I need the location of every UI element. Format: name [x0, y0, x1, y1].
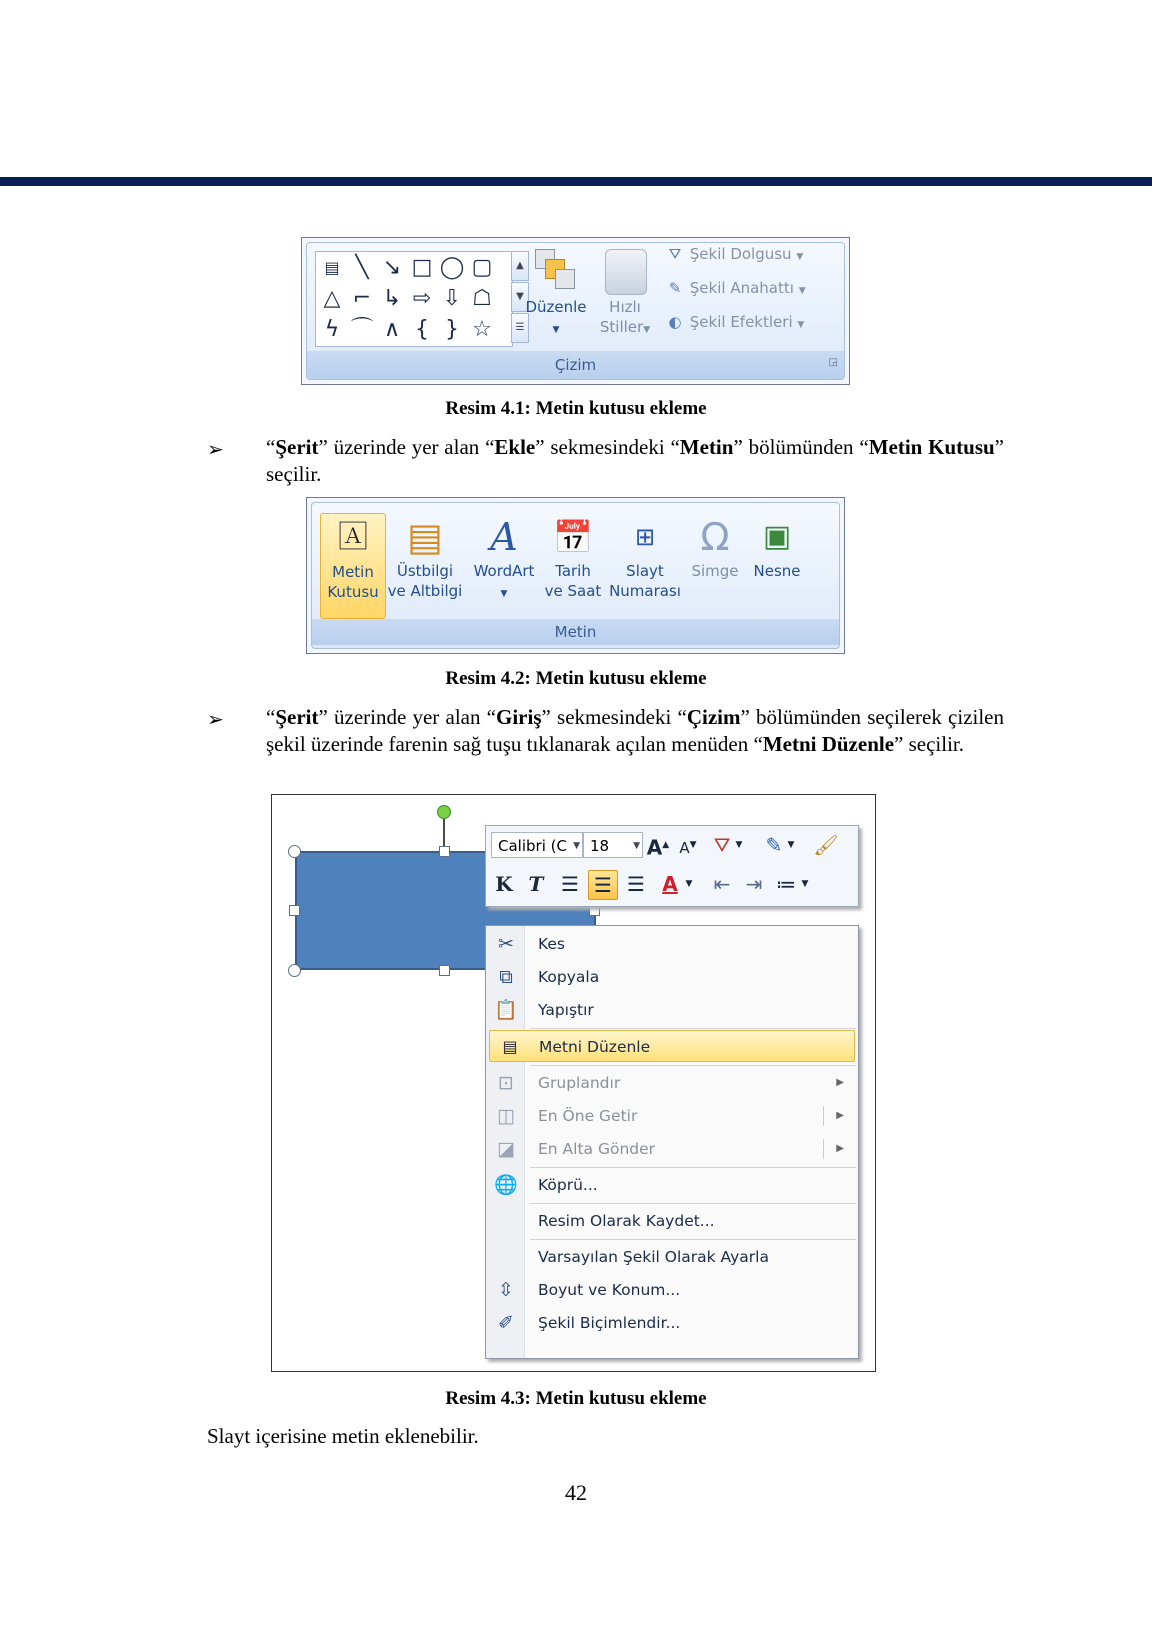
right-arrow-shape-icon[interactable]: ⇨: [412, 286, 432, 311]
text-run: ” sekmesindeki “: [541, 705, 687, 729]
menu-item-paste[interactable]: [486, 994, 858, 1026]
menu-separator: [530, 1203, 856, 1204]
textbox-shape-icon[interactable]: ▤: [324, 258, 340, 277]
gallery-more-button[interactable]: ☰: [511, 313, 529, 343]
menu-item-label: Köprü...: [538, 1176, 598, 1194]
chevron-down-icon[interactable]: ▼: [685, 879, 693, 889]
submenu-arrow-icon: ▶: [836, 1110, 844, 1121]
submenu-arrow-icon: ▶: [836, 1143, 844, 1154]
text-run: ” seçilir.: [894, 732, 965, 756]
down-arrow-shape-icon[interactable]: ⇩: [442, 286, 462, 311]
menu-item-cut[interactable]: [486, 928, 858, 960]
menu-separator: [530, 1028, 856, 1029]
menu-item-set-default-shape[interactable]: [486, 1241, 858, 1273]
chevron-down-icon: ▼: [797, 320, 805, 330]
drawing-ribbon: [301, 237, 850, 385]
term-serit: Şerit: [275, 435, 319, 459]
chevron-down-icon: ▼: [796, 252, 804, 262]
shape-fill-button[interactable]: [665, 245, 803, 263]
outline-color-icon[interactable]: ✎: [765, 833, 783, 857]
curve-shape-icon[interactable]: ∧: [383, 317, 401, 342]
menu-separator: [530, 1065, 856, 1066]
menu-item-label: Yapıştır: [538, 1001, 594, 1019]
header-footer-button[interactable]: [384, 513, 466, 617]
oval-shape-icon[interactable]: ◯: [439, 255, 465, 280]
menu-item-label: Metni Düzenle: [539, 1038, 651, 1056]
chevron-down-icon[interactable]: ▼: [801, 879, 809, 889]
fill-color-icon[interactable]: ⛛: [713, 833, 731, 857]
font-name-value: Calibri (C: [498, 837, 567, 855]
styles-label: Stiller: [599, 318, 644, 336]
text-run: ” bölümünden “: [733, 435, 869, 459]
menu-item-label: Varsayılan Şekil Olarak Ayarla: [538, 1248, 769, 1266]
page-number: 42: [565, 1480, 587, 1505]
split-divider: [823, 1139, 824, 1159]
dialog-launcher-icon[interactable]: ◲: [828, 357, 838, 368]
omega-icon: Ω: [700, 515, 730, 559]
textbox-label: Metin Kutusu: [327, 563, 379, 601]
symbol-button[interactable]: [686, 513, 744, 617]
effects-icon: ◐: [668, 313, 682, 331]
closing-sentence: Slayt içerisine metin eklenebilir.: [207, 1424, 479, 1448]
grow-font-icon[interactable]: A▲: [646, 835, 670, 860]
arc-shape-icon[interactable]: ⌒: [350, 317, 373, 342]
object-icon: ▣: [762, 519, 792, 554]
resize-handle-bottom-left[interactable]: [288, 964, 301, 977]
slide-number-button[interactable]: [606, 513, 684, 617]
menu-item-label: Kopyala: [538, 968, 600, 986]
menu-item-label: Resim Olarak Kaydet...: [538, 1212, 715, 1230]
text-group-text: Metin: [554, 623, 597, 641]
menu-item-hyperlink[interactable]: [486, 1169, 858, 1201]
resize-handle-left[interactable]: [289, 905, 300, 916]
menu-item-edit-text[interactable]: [489, 1030, 855, 1062]
arrange-icon: [535, 249, 575, 289]
term-metin: Metin: [679, 435, 734, 459]
send-back-icon: ◪: [497, 1138, 515, 1160]
bullet-marker: ➢: [207, 709, 224, 731]
wordart-icon: A: [490, 515, 518, 559]
arrange-label: Düzenle: [525, 298, 587, 316]
bullet-marker: ➢: [207, 439, 224, 461]
term-ekle: Ekle: [494, 435, 536, 459]
bullet-2-text: [266, 704, 1004, 758]
textbox-icon: 🄰: [338, 520, 368, 555]
shape-effects-button[interactable]: [665, 313, 804, 331]
menu-item-save-as-picture[interactable]: [486, 1205, 858, 1237]
header-rule: [0, 177, 1152, 186]
menu-item-label: En Öne Getir: [538, 1107, 638, 1125]
menu-item-send-to-back[interactable]: [486, 1133, 858, 1165]
text-run: ” seçilir.: [266, 435, 1004, 486]
scribble-shape-icon[interactable]: ϟ: [324, 317, 340, 342]
bring-front-icon: ◫: [497, 1105, 515, 1127]
shape-fill-label: Şekil Dolgusu: [689, 245, 792, 263]
shape-outline-label: Şekil Anahattı: [689, 279, 794, 297]
figure-3-caption: Resim 4.3: Metin kutusu ekleme: [445, 1388, 707, 1409]
text-ribbon: [306, 497, 845, 654]
header-footer-label: Üstbilgi ve Altbilgi: [387, 562, 463, 600]
menu-item-label: Boyut ve Konum...: [538, 1281, 681, 1299]
align-center-icon[interactable]: ☰: [588, 870, 618, 900]
slide-number-icon: ⊞: [634, 523, 656, 551]
chevron-down-icon: ▼: [500, 589, 508, 599]
text-run: ” bölümünden seçilerek çizilen şekil üzerinde farenin sağ tuşu tıklanarak açılan menüden “: [266, 705, 1004, 756]
bullets-icon[interactable]: ≔: [776, 872, 796, 896]
format-painter-icon[interactable]: 🖌: [813, 833, 839, 857]
chevron-down-icon: ▼: [633, 841, 640, 851]
scissors-icon: ✂: [498, 933, 514, 955]
align-left-icon[interactable]: ☰: [561, 872, 579, 896]
shape-effects-label: Şekil Efektleri: [689, 313, 793, 331]
menu-item-bring-to-front[interactable]: [486, 1100, 858, 1132]
globe-link-icon: 🌐: [494, 1174, 518, 1196]
chevron-down-icon: ▼: [798, 286, 806, 296]
menu-item-label: Kes: [538, 935, 566, 953]
chevron-down-icon: ▼: [573, 841, 580, 851]
menu-item-format-shape[interactable]: [486, 1307, 858, 1339]
wordart-label: WordArt ▼: [473, 562, 535, 599]
font-color-icon[interactable]: A: [662, 872, 678, 896]
gallery-scroll-up[interactable]: ▲: [511, 251, 529, 281]
chevron-down-icon: ▼: [643, 325, 651, 335]
quote: “: [266, 705, 276, 729]
wordart-button[interactable]: [468, 513, 540, 617]
drawing-group-label: [307, 351, 844, 379]
term-serit: Şerit: [275, 705, 319, 729]
menu-item-label: Gruplandır: [538, 1074, 621, 1092]
bullet-1-text: [266, 434, 1004, 488]
arrow-line-shape-icon[interactable]: ↘: [382, 255, 402, 280]
decrease-indent-icon[interactable]: ⇤: [713, 872, 731, 896]
text-group-label: [312, 619, 839, 645]
left-brace-shape-icon[interactable]: {: [415, 317, 429, 342]
term-giris: Giriş: [496, 705, 542, 729]
shrink-font-icon[interactable]: A▼: [679, 839, 697, 857]
text-run: ” üzerinde yer alan “: [318, 435, 495, 459]
mini-toolbar: [485, 825, 859, 907]
quote: “: [266, 435, 276, 459]
resize-handle-top[interactable]: [439, 846, 450, 857]
rectangle-shape-icon[interactable]: □: [411, 255, 433, 280]
arrange-button[interactable]: [521, 297, 591, 340]
resize-handle-top-left[interactable]: [288, 845, 301, 858]
edit-text-icon: ▤: [502, 1037, 518, 1056]
object-label: Nesne: [753, 562, 801, 580]
copy-icon: ⧉: [499, 966, 513, 988]
quick-label: Hızlı: [609, 298, 641, 316]
triangle-shape-icon[interactable]: △: [323, 286, 341, 311]
gallery-scroll-down[interactable]: ▼: [511, 282, 529, 312]
submenu-arrow-icon: ▶: [836, 1077, 844, 1088]
quick-styles-icon: [605, 249, 647, 295]
increase-indent-icon[interactable]: ⇥: [745, 872, 763, 896]
size-position-icon: ⇳: [498, 1279, 514, 1301]
elbow-connector-icon[interactable]: ⌐: [352, 286, 372, 311]
header-footer-icon: ▤: [407, 515, 443, 559]
menu-separator: [530, 1239, 856, 1240]
term-metni-duzenle: Metni Düzenle: [762, 732, 895, 756]
shapes-gallery[interactable]: [315, 251, 513, 347]
rounded-rect-shape-icon[interactable]: ▢: [471, 255, 493, 280]
freeform-shape-icon[interactable]: ☖: [472, 286, 492, 311]
shape-outline-button[interactable]: [665, 279, 806, 297]
italic-icon[interactable]: T: [528, 872, 544, 896]
date-time-label: Tarih ve Saat: [544, 562, 602, 600]
format-shape-icon: ✐: [498, 1312, 514, 1334]
slide-number-label: Slayt Numarası: [609, 562, 681, 600]
font-size-value: 18: [590, 837, 610, 855]
bold-icon[interactable]: K: [495, 872, 513, 896]
calendar-icon: 📅: [553, 518, 593, 556]
chevron-down-icon: ▼: [552, 325, 560, 335]
figure-2-caption: Resim 4.2: Metin kutusu ekleme: [445, 668, 707, 689]
term-metin-kutusu: Metin Kutusu: [868, 435, 995, 459]
resize-handle-bottom[interactable]: [439, 965, 450, 976]
font-name-combo[interactable]: [491, 832, 583, 858]
drawing-group-text: Çizim: [554, 356, 597, 374]
text-run: ” üzerinde yer alan “: [318, 705, 496, 729]
text-run: ” sekmesindeki “: [535, 435, 680, 459]
right-brace-shape-icon[interactable]: }: [445, 317, 459, 342]
menu-separator: [530, 1167, 856, 1168]
chevron-down-icon[interactable]: ▼: [735, 840, 743, 850]
symbol-label: Simge: [691, 562, 739, 580]
quick-styles-button[interactable]: [589, 297, 661, 340]
pencil-icon: ✎: [668, 279, 682, 297]
menu-item-label: Şekil Biçimlendir...: [538, 1314, 681, 1332]
paint-bucket-icon: ⛛: [668, 245, 682, 263]
split-divider: [823, 1106, 824, 1126]
align-right-icon[interactable]: ☰: [627, 872, 645, 896]
context-menu: [485, 925, 859, 1359]
star-shape-icon[interactable]: ☆: [472, 317, 492, 342]
group-icon: ⊡: [498, 1072, 514, 1094]
term-cizim: Çizim: [686, 705, 741, 729]
rotation-connector: [443, 819, 445, 849]
menu-item-copy[interactable]: [486, 961, 858, 993]
rotation-handle[interactable]: [437, 805, 451, 819]
textbox-button[interactable]: [320, 513, 386, 619]
menu-item-label: En Alta Gönder: [538, 1140, 656, 1158]
object-button[interactable]: [746, 513, 808, 617]
line-shape-icon[interactable]: ╲: [355, 255, 369, 280]
clipboard-icon: 📋: [494, 999, 518, 1021]
menu-item-size-position[interactable]: [486, 1274, 858, 1306]
context-menu-screenshot: [271, 794, 876, 1372]
menu-item-group[interactable]: [486, 1067, 858, 1099]
elbow-arrow-connector-icon[interactable]: ↳: [382, 286, 402, 311]
font-size-combo[interactable]: [583, 832, 643, 858]
chevron-down-icon[interactable]: ▼: [787, 840, 795, 850]
date-time-button[interactable]: [540, 513, 606, 617]
figure-1-caption: Resim 4.1: Metin kutusu ekleme: [445, 398, 707, 419]
